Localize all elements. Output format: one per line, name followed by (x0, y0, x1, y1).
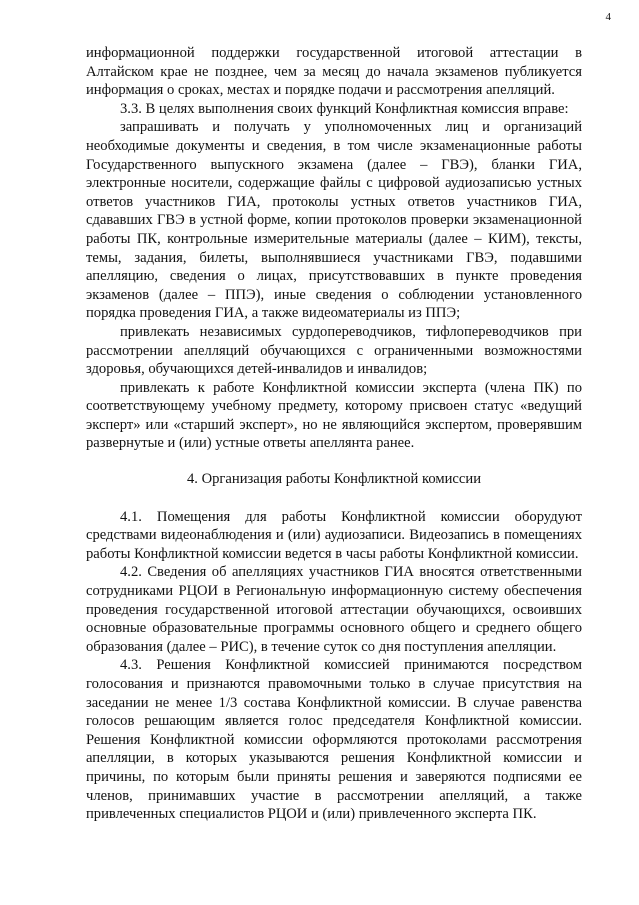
paragraph-info-support: информационной поддержки государственной итоговой аттестации в Алтайском крае не позднее, чем за месяц до начала экзаменов публикуется информация о сроках, местах и порядке подачи и рассмотрения апелляций. (86, 45, 582, 99)
section-heading-4: 4. Организация работы Конфликтной комиссии (187, 471, 481, 488)
document-body (86, 44, 582, 824)
paragraph-4-1: 4.1. Помещения для работы Конфликтной комиссии оборудуют средствами видеонаблюдения и (или) аудиозаписи. Видеозапись в помещениях работы Конфликтной комиссии ведется в часы работы Конфликтной комиссии. (86, 508, 582, 562)
paragraph-3-3: 3.3. В целях выполнения своих функций Конфликтная комиссия вправе: (120, 100, 569, 117)
paragraph-involve-expert: привлекать к работе Конфликтной комиссии эксперта (члена ПК) по соответствующему учебному предмету, которому присвоен статус «ведущий эксперт» или «старший эксперт», но не являющийся экспертом, проверявшим развернутые и (или) устные ответы апеллянта ранее. (86, 379, 582, 452)
paragraph-request-documents: запрашивать и получать у уполномоченных лиц и организаций необходимые документы и сведения, в том числе экзаменационные работы Государственного выпускного экзамена (далее – ГВЭ), бланки ГИА, электронные носители, содержащие файлы с цифровой аудиозаписью устных ответов участников ГИА, протоколы устных ответов участников ГИА, сдававших ГВЭ в устной форме, копии протоколов проверки экзаменационной работы ПК, контрольные измерительные материалы (далее – КИМ), тексты, темы, задания, билеты, выполнявшиеся участниками ГВЭ, подавшими апелляцию, сведения о лицах, присутствовавших в пункте проведения экзаменов (далее – ППЭ), иные сведения о соблюдении установленного порядка проведения ГИА, а также видеоматериалы из ППЭ; (86, 119, 582, 322)
paragraph-sign-interpreters: привлекать независимых сурдопереводчиков, тифлопереводчиков при рассмотрении апелляций обучающихся с ограниченными возможностями здоровья, обучающихся детей-инвалидов и инвалидов; (86, 323, 582, 378)
paragraph-4-3: 4.3. Решения Конфликтной комиссией принимаются посредством голосования и признаются правомочными только в случае присутствия на заседании не менее 1/3 состава Конфликтной комиссии. В случае равенства голосов решающим является голос председателя Конфликтной комиссии. Решения Конфликтной комиссии оформляются протоколами рассмотрения апелляции, в которых указываются решения Конфликтной комиссии и причины, по которым были приняты решения и заверяются подписями ее членов, принимавших участие в рассмотрении апелляций, а также привлеченных специалистов РЦОИ и (или) привлеченного эксперта ПК. (86, 657, 582, 823)
page-number: 4 (605, 11, 611, 23)
paragraph-4-2: 4.2. Сведения об апелляциях участников ГИА вносятся ответственными сотрудниками РЦОИ в Региональную информационную систему обеспечения проведения государственной итоговой аттестации обучающихся, освоивших основные образовательные программы основного общего и среднего общего образования (далее – РИС), в течение суток со дня поступления апелляции. (86, 564, 582, 655)
